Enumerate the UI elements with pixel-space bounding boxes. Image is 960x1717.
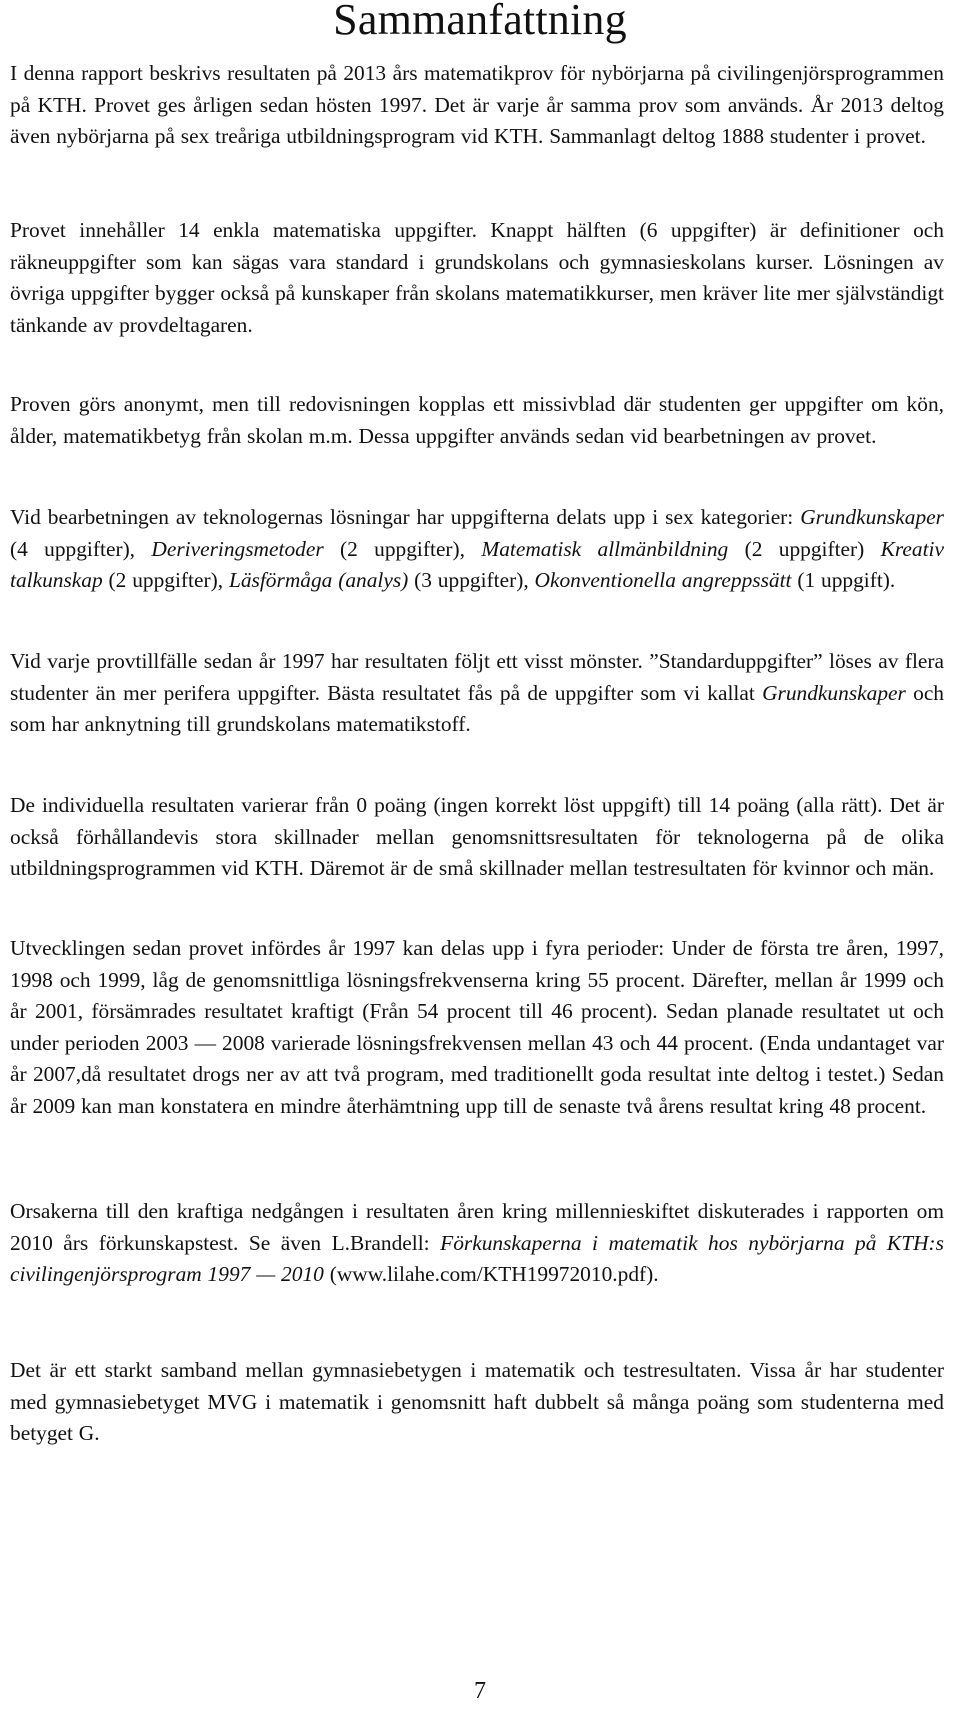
text-run: Vid varje provtillfälle sedan år 1997 har resultaten följt ett visst mönster. ”Standarduppgifter” löses av flera studenter än mer perifera uppgifter. Bästa resultatet fås på de uppgifter som vi kallat bbox=[10, 649, 944, 705]
paragraph-correlation bbox=[10, 1355, 944, 1450]
page-number: 7 bbox=[474, 1678, 486, 1704]
paragraph-intro bbox=[10, 58, 944, 153]
paragraph-causes bbox=[10, 1196, 944, 1291]
text-run: Vid bearbetningen av teknologernas lösningar har uppgifterna delats upp i sex kategorier: bbox=[10, 505, 801, 529]
italic-term: Okonventionella angreppssätt bbox=[534, 568, 792, 592]
text-run: (2 uppgifter) bbox=[728, 536, 881, 561]
paragraph-individual-results bbox=[10, 790, 944, 885]
text-run: (2 uppgifter), bbox=[323, 536, 482, 561]
italic-term: Grundkunskaper bbox=[762, 680, 906, 705]
italic-term: Kreativ talkunskap bbox=[10, 536, 944, 592]
text-run: (1 uppgift). bbox=[791, 568, 896, 592]
italic-term: Läsförmåga (analys) bbox=[228, 568, 409, 592]
text-run: (4 uppgifter), bbox=[10, 536, 152, 561]
text-run: I denna rapport beskrivs resultaten på 2013 års matematikprov för nybörjarna på civilingenjörsprogrammen på KTH. Provet ges årligen sedan hösten 1997. Det är varje år samma prov som används. År 2013 deltog även nybörjarna på sex treåriga utbildningsprogram vid KTH. Sammanlagt deltog 1888 studenter i provet. bbox=[10, 61, 944, 148]
paragraph-pattern bbox=[10, 646, 944, 741]
text-run: Proven görs anonymt, men till redovisningen kopplas ett missivblad där studenten ger uppgifter om kön, ålder, matematikbetyg från skolan m.m. Dessa uppgifter används sedan vid bearbetningen av provet. bbox=[10, 392, 944, 448]
paragraph-categories bbox=[10, 502, 944, 597]
text-run: Det är ett starkt samband mellan gymnasiebetygen i matematik och testresultaten. Vissa år har studenter med gymnasiebetyget MVG i matematik i genomsnitt haft dubbelt så många poäng som studenterna med betyget G. bbox=[10, 1358, 944, 1445]
italic-term: Grundkunskaper bbox=[800, 505, 944, 529]
italic-term: Förkunskaperna i matematik hos nybörjarna på KTH:s civilingenjörsprogram 1997 — 2010 bbox=[10, 1230, 944, 1286]
text-run: Orsakerna till den kraftiga nedgången i resultaten åren kring millennieskiftet diskuterades i rapporten om 2010 års förkunskapstest. Se även L.Brandell: bbox=[10, 1199, 944, 1255]
text-run: och som har anknytning till grundskolans matematikstoff. bbox=[10, 680, 945, 736]
paragraph-test-content bbox=[10, 215, 944, 341]
italic-term: Matematisk allmänbildning bbox=[481, 536, 729, 561]
text-run: (2 uppgifter), bbox=[102, 568, 229, 592]
paragraph-anonymity bbox=[10, 389, 944, 452]
page-title: Sammanfattning bbox=[333, 0, 627, 44]
text-run: De individuella resultaten varierar från 0 poäng (ingen korrekt löst uppgift) till 14 poäng (alla rätt). Det är också förhållandevis stora skillnader mellan genomsnittsresultaten för teknologerna på de olika utbildningsprogrammen vid KTH. Däremot är de små skillnader mellan testresultaten för kvinnor och män. bbox=[10, 793, 944, 880]
text-run: Provet innehåller 14 enkla matematiska uppgifter. Knappt hälften (6 uppgifter) är definitioner och räkneuppgifter som kan sägas vara standard i grundskolans och gymnasieskolans kurser. Lösningen av övriga uppgifter bygger också på kunskaper från skolans matematikkurser, men kräver lite mer självständigt tänkande av provdeltagaren. bbox=[10, 218, 944, 337]
italic-term: Deriveringsmetoder bbox=[151, 536, 324, 561]
text-run: Utvecklingen sedan provet infördes år 1997 kan delas upp i fyra perioder: Under de första tre åren, 1997, 1998 och 1999, låg de genomsnittliga lösningsfrekvenserna kring 55 procent. Därefter, mellan år 1999 och år 2001, försämrades resultatet kraftigt (Från 54 procent till 46 procent). Sedan planade resultatet ut och under perioden 2003 — 2008 varierade lösningsfrekvensen mellan 43 och 44 procent. (Enda undantaget var år 2007,då resultatet drogs ner av att två program, med traditionellt goda resultat inte deltog i testet.) Sedan år 2009 kan man konstatera en mindre återhämtning upp till de senaste två årens resultat kring 48 procent. bbox=[10, 936, 944, 1118]
text-run: (www.lilahe.com/KTH19972010.pdf). bbox=[323, 1262, 659, 1286]
text-run: (3 uppgifter), bbox=[408, 568, 535, 592]
paragraph-development bbox=[10, 933, 944, 1122]
